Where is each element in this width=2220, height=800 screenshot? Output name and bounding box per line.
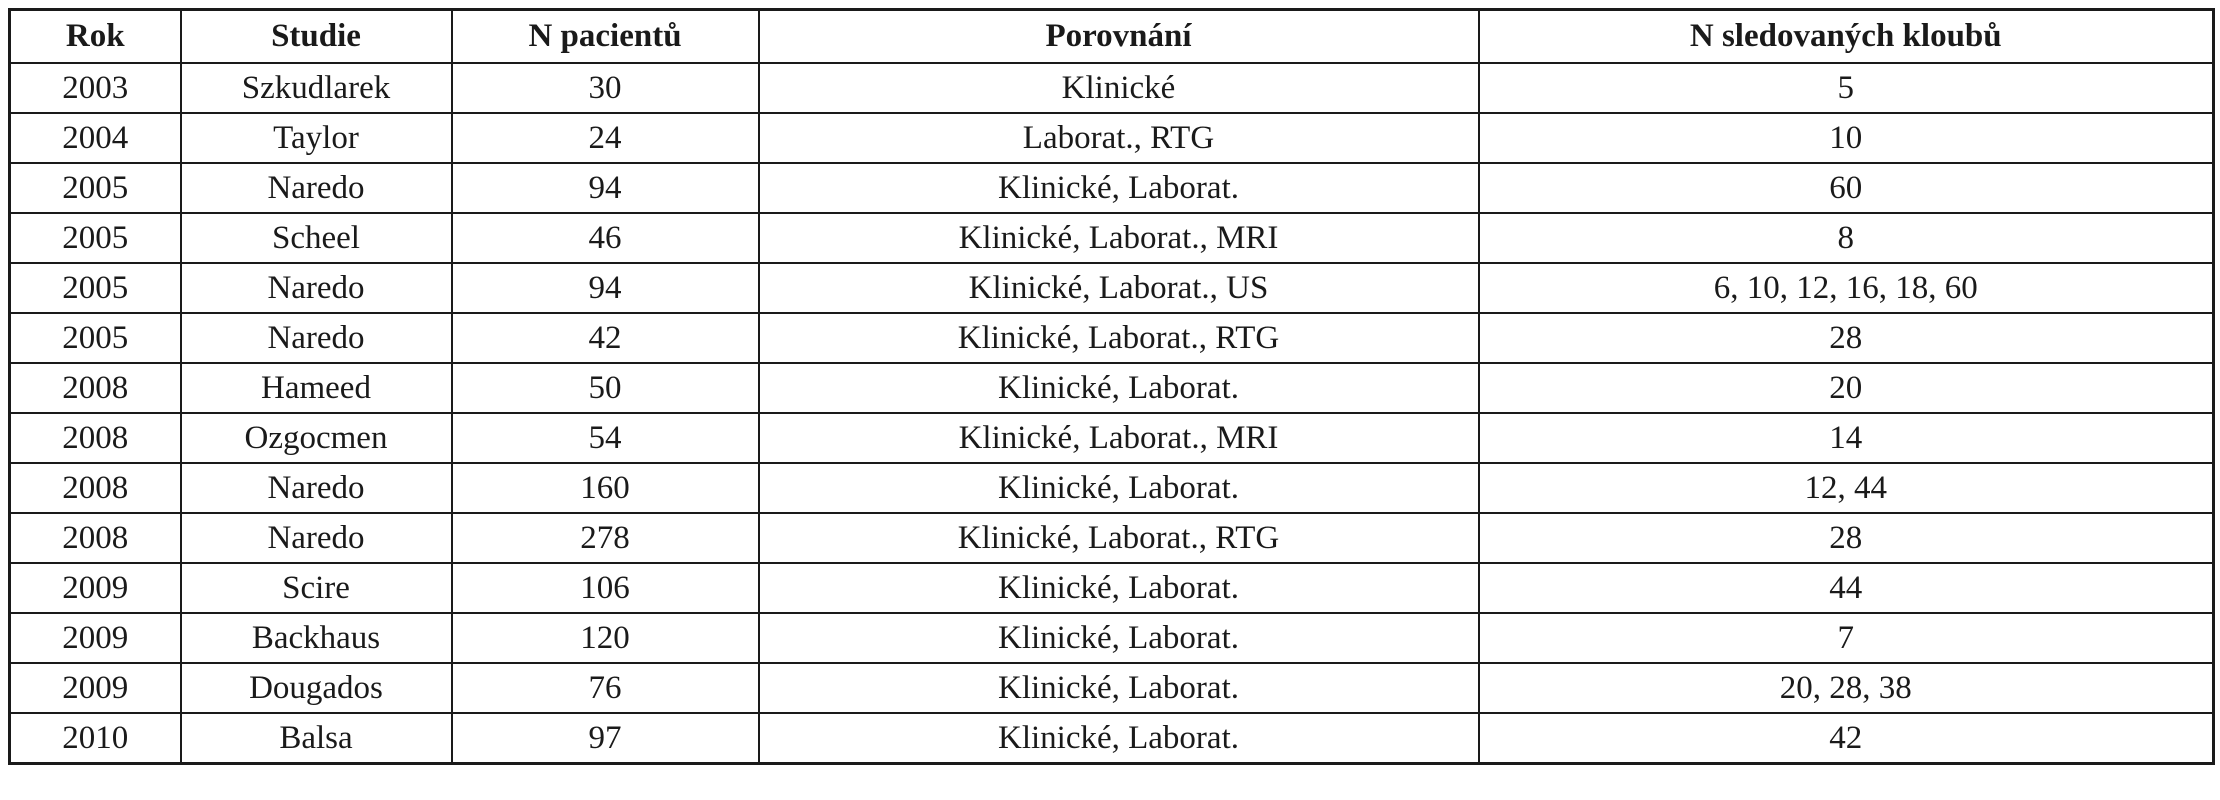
cell-comparison: Klinické, Laborat., MRI xyxy=(759,213,1479,263)
cell-year: 2008 xyxy=(10,463,181,513)
cell-study: Taylor xyxy=(181,113,452,163)
cell-year: 2005 xyxy=(10,313,181,363)
cell-patient-count: 97 xyxy=(452,713,759,764)
cell-year: 2005 xyxy=(10,263,181,313)
studies-table-container xyxy=(8,8,2212,765)
cell-comparison: Klinické, Laborat., RTG xyxy=(759,313,1479,363)
cell-joints-count: 5 xyxy=(1479,63,2214,113)
table-row xyxy=(10,63,2214,113)
cell-study: Hameed xyxy=(181,363,452,413)
cell-joints-count: 20 xyxy=(1479,363,2214,413)
cell-study: Dougados xyxy=(181,663,452,713)
header-comparison: Porovnání xyxy=(759,10,1479,64)
table-row xyxy=(10,263,2214,313)
cell-study: Naredo xyxy=(181,263,452,313)
cell-joints-count: 42 xyxy=(1479,713,2214,764)
table-row xyxy=(10,713,2214,764)
cell-patient-count: 106 xyxy=(452,563,759,613)
table-row xyxy=(10,413,2214,463)
header-year: Rok xyxy=(10,10,181,64)
table-header xyxy=(10,10,2214,64)
cell-comparison: Klinické, Laborat. xyxy=(759,363,1479,413)
cell-study: Naredo xyxy=(181,313,452,363)
cell-patient-count: 30 xyxy=(452,63,759,113)
header-patient-count: N pacientů xyxy=(452,10,759,64)
cell-joints-count: 6, 10, 12, 16, 18, 60 xyxy=(1479,263,2214,313)
cell-study: Scire xyxy=(181,563,452,613)
cell-joints-count: 10 xyxy=(1479,113,2214,163)
cell-joints-count: 20, 28, 38 xyxy=(1479,663,2214,713)
cell-patient-count: 24 xyxy=(452,113,759,163)
table-row xyxy=(10,613,2214,663)
table-row xyxy=(10,363,2214,413)
cell-comparison: Klinické, Laborat., RTG xyxy=(759,513,1479,563)
cell-study: Scheel xyxy=(181,213,452,263)
cell-joints-count: 14 xyxy=(1479,413,2214,463)
cell-patient-count: 42 xyxy=(452,313,759,363)
header-row xyxy=(10,10,2214,64)
cell-year: 2009 xyxy=(10,663,181,713)
cell-year: 2010 xyxy=(10,713,181,764)
table-row xyxy=(10,213,2214,263)
cell-patient-count: 278 xyxy=(452,513,759,563)
cell-joints-count: 44 xyxy=(1479,563,2214,613)
cell-joints-count: 8 xyxy=(1479,213,2214,263)
table-row xyxy=(10,313,2214,363)
cell-year: 2008 xyxy=(10,513,181,563)
cell-comparison: Klinické, Laborat. xyxy=(759,163,1479,213)
cell-comparison: Klinické, Laborat. xyxy=(759,463,1479,513)
cell-comparison: Klinické, Laborat. xyxy=(759,663,1479,713)
cell-patient-count: 120 xyxy=(452,613,759,663)
cell-comparison: Laborat., RTG xyxy=(759,113,1479,163)
header-study: Studie xyxy=(181,10,452,64)
cell-joints-count: 28 xyxy=(1479,313,2214,363)
cell-comparison: Klinické, Laborat. xyxy=(759,613,1479,663)
cell-year: 2009 xyxy=(10,613,181,663)
table-row xyxy=(10,463,2214,513)
cell-study: Naredo xyxy=(181,163,452,213)
cell-comparison: Klinické, Laborat., US xyxy=(759,263,1479,313)
cell-year: 2005 xyxy=(10,163,181,213)
cell-comparison: Klinické xyxy=(759,63,1479,113)
table-row xyxy=(10,513,2214,563)
cell-year: 2005 xyxy=(10,213,181,263)
cell-comparison: Klinické, Laborat. xyxy=(759,713,1479,764)
table-row xyxy=(10,113,2214,163)
cell-patient-count: 54 xyxy=(452,413,759,463)
cell-study: Naredo xyxy=(181,513,452,563)
cell-joints-count: 12, 44 xyxy=(1479,463,2214,513)
cell-year: 2009 xyxy=(10,563,181,613)
cell-study: Backhaus xyxy=(181,613,452,663)
table-body xyxy=(10,63,2214,764)
cell-patient-count: 94 xyxy=(452,263,759,313)
cell-year: 2008 xyxy=(10,363,181,413)
cell-study: Naredo xyxy=(181,463,452,513)
cell-joints-count: 7 xyxy=(1479,613,2214,663)
header-joints-count: N sledovaných kloubů xyxy=(1479,10,2214,64)
cell-patient-count: 160 xyxy=(452,463,759,513)
table-row xyxy=(10,163,2214,213)
cell-year: 2004 xyxy=(10,113,181,163)
cell-study: Szkudlarek xyxy=(181,63,452,113)
studies-table xyxy=(8,8,2215,765)
cell-study: Ozgocmen xyxy=(181,413,452,463)
cell-year: 2008 xyxy=(10,413,181,463)
cell-patient-count: 50 xyxy=(452,363,759,413)
cell-comparison: Klinické, Laborat. xyxy=(759,563,1479,613)
table-row xyxy=(10,563,2214,613)
cell-joints-count: 28 xyxy=(1479,513,2214,563)
cell-study: Balsa xyxy=(181,713,452,764)
cell-comparison: Klinické, Laborat., MRI xyxy=(759,413,1479,463)
cell-joints-count: 60 xyxy=(1479,163,2214,213)
table-row xyxy=(10,663,2214,713)
cell-patient-count: 94 xyxy=(452,163,759,213)
cell-year: 2003 xyxy=(10,63,181,113)
cell-patient-count: 76 xyxy=(452,663,759,713)
cell-patient-count: 46 xyxy=(452,213,759,263)
